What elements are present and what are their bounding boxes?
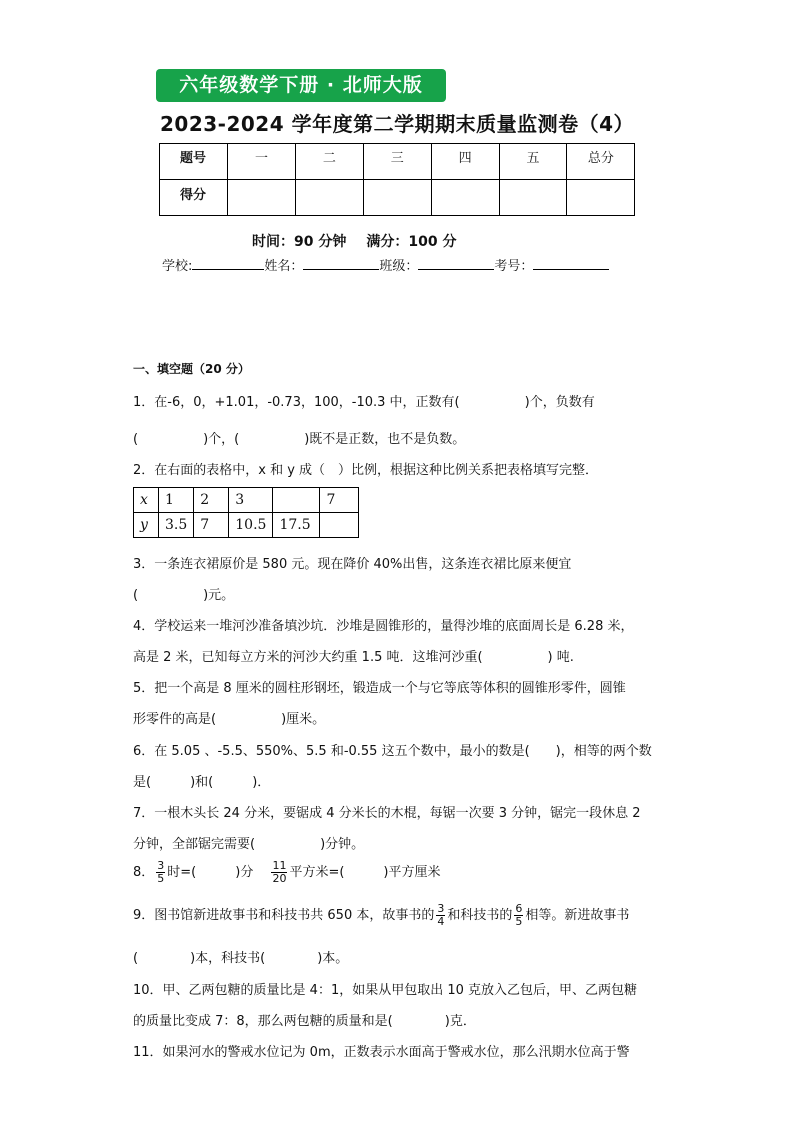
numerator: 11 bbox=[272, 859, 287, 872]
denominator: 5 bbox=[515, 915, 523, 928]
score-header-cell: 总分 bbox=[567, 144, 635, 180]
numerator: 6 bbox=[515, 902, 523, 915]
fraction bbox=[514, 903, 523, 928]
denominator: 4 bbox=[437, 915, 445, 928]
score-cell[interactable] bbox=[363, 180, 431, 216]
question-7-line-1: 7．一根木头长 24 分米，要锯成 4 分米长的木棍，每锯一次要 3 分钟，锯完一段休息 2 bbox=[133, 806, 641, 821]
fraction bbox=[271, 860, 287, 885]
question-3-line-2: ( )元。 bbox=[133, 588, 235, 603]
name-label: 姓名： bbox=[264, 259, 304, 274]
class-label: 班级： bbox=[379, 259, 419, 274]
numerator: 3 bbox=[157, 859, 165, 872]
score-header-cell: 五 bbox=[499, 144, 567, 180]
question-2: 2．在右面的表格中，x 和 y 成（ ）比例，根据这种比例关系把表格填写完整． bbox=[133, 463, 599, 478]
score-cell[interactable] bbox=[499, 180, 567, 216]
question-5-line-1: 5．把一个高是 8 厘米的圆柱形钢坯，锻造成一个与它等底等体积的圆锥形零件，圆锥 bbox=[133, 681, 626, 696]
score-header-cell: 四 bbox=[431, 144, 499, 180]
fraction bbox=[436, 903, 445, 928]
score-cell[interactable] bbox=[567, 180, 635, 216]
question-4-line-2: 高是 2 米，已知每立方米的河沙大约重 1.5 吨．这堆河沙重( ) 吨. bbox=[133, 650, 574, 665]
question-5-line-2: 形零件的高是( )厘米。 bbox=[133, 712, 326, 727]
section-heading: 一、填空题（20 分） bbox=[133, 362, 250, 376]
x-cell: 7 bbox=[320, 488, 359, 513]
q9-middle: 和科技书的 bbox=[447, 908, 513, 923]
exam-info bbox=[252, 231, 476, 251]
q9-prefix: 9．图书馆新进故事书和科技书共 650 本，故事书的 bbox=[133, 908, 435, 923]
x-cell: 2 bbox=[194, 488, 229, 513]
score-row bbox=[160, 180, 635, 216]
id-field[interactable] bbox=[533, 257, 609, 270]
y-cell: 17.5 bbox=[273, 513, 320, 538]
class-field[interactable] bbox=[418, 257, 494, 270]
y-label: y bbox=[134, 513, 159, 538]
denominator: 5 bbox=[157, 872, 165, 885]
question-10-line-1: 10．甲、乙两包糖的质量比是 4：1，如果从甲包取出 10 克放入乙包后，甲、乙两包糖 bbox=[133, 983, 638, 998]
x-row bbox=[134, 488, 359, 513]
name-field[interactable] bbox=[303, 257, 379, 270]
score-cell[interactable] bbox=[295, 180, 363, 216]
grade-badge: 六年级数学下册 · 北师大版 bbox=[156, 69, 446, 102]
question-6-line-2: 是( )和( )． bbox=[133, 775, 271, 790]
question-1-line-2: ( )个，( )既不是正数，也不是负数。 bbox=[133, 432, 466, 447]
x-cell[interactable] bbox=[273, 488, 320, 513]
x-cell: 3 bbox=[229, 488, 273, 513]
school-label: 学校: bbox=[162, 259, 193, 274]
question-9-line-2: ( )本，科技书( )本。 bbox=[133, 951, 349, 966]
score-header-cell: 二 bbox=[295, 144, 363, 180]
id-label: 考号： bbox=[494, 259, 534, 274]
x-label: x bbox=[134, 488, 159, 513]
score-cell[interactable] bbox=[431, 180, 499, 216]
y-cell: 7 bbox=[194, 513, 229, 538]
y-cell: 3.5 bbox=[159, 513, 194, 538]
school-field[interactable] bbox=[192, 257, 264, 270]
numerator: 3 bbox=[437, 902, 445, 915]
score-label: 得分 bbox=[160, 180, 228, 216]
question-8 bbox=[133, 860, 441, 885]
score-header-cell: 一 bbox=[228, 144, 296, 180]
score-table bbox=[159, 143, 635, 216]
question-9-line-1 bbox=[133, 903, 629, 928]
student-info-line bbox=[162, 255, 609, 274]
y-row bbox=[134, 513, 359, 538]
question-1-line-1: 1．在-6，0，+1.01，-0.73，100，-10.3 中，正数有( )个，负数有 bbox=[133, 395, 595, 410]
score-header-cell: 题号 bbox=[160, 144, 228, 180]
fraction bbox=[156, 860, 165, 885]
denominator: 20 bbox=[272, 872, 287, 885]
score-header-row bbox=[160, 144, 635, 180]
score-header-cell: 三 bbox=[363, 144, 431, 180]
question-4-line-1: 4．学校运来一堆河沙准备填沙坑．沙堆是圆锥形的，量得沙堆的底面周长是 6.28 米， bbox=[133, 619, 634, 634]
q9-end: 相等。新进故事书 bbox=[525, 908, 630, 923]
question-6-line-1: 6．在 5.05 、-5.5、550%、5.5 和-0.55 这五个数中，最小的数是( )，相等的两个数 bbox=[133, 744, 652, 759]
exam-time: 时间：90 分钟 bbox=[252, 234, 347, 250]
question-10-line-2: 的质量比变成 7：8，那么两包糖的质量和是( )克． bbox=[133, 1014, 476, 1029]
xy-table bbox=[133, 487, 359, 538]
score-cell[interactable] bbox=[228, 180, 296, 216]
q8-end: 平方米=( )平方厘米 bbox=[289, 865, 441, 880]
question-11-line-1: 11．如果河水的警戒水位记为 0m，正数表示水面高于警戒水位，那么汛期水位高于警 bbox=[133, 1045, 630, 1060]
q8-prefix: 8． bbox=[133, 865, 155, 880]
question-7-line-2: 分钟，全部锯完需要( )分钟。 bbox=[133, 837, 365, 852]
q8-middle: 时=( )分 bbox=[167, 865, 254, 880]
exam-title: 2023-2024 学年度第二学期期末质量监测卷（4） bbox=[159, 112, 634, 136]
y-cell: 10.5 bbox=[229, 513, 273, 538]
question-3-line-1: 3．一条连衣裙原价是 580 元。现在降价 40%出售，这条连衣裙比原来便宜 bbox=[133, 557, 572, 572]
y-cell[interactable] bbox=[320, 513, 359, 538]
x-cell: 1 bbox=[159, 488, 194, 513]
exam-full-score: 满分：100 分 bbox=[366, 234, 457, 250]
